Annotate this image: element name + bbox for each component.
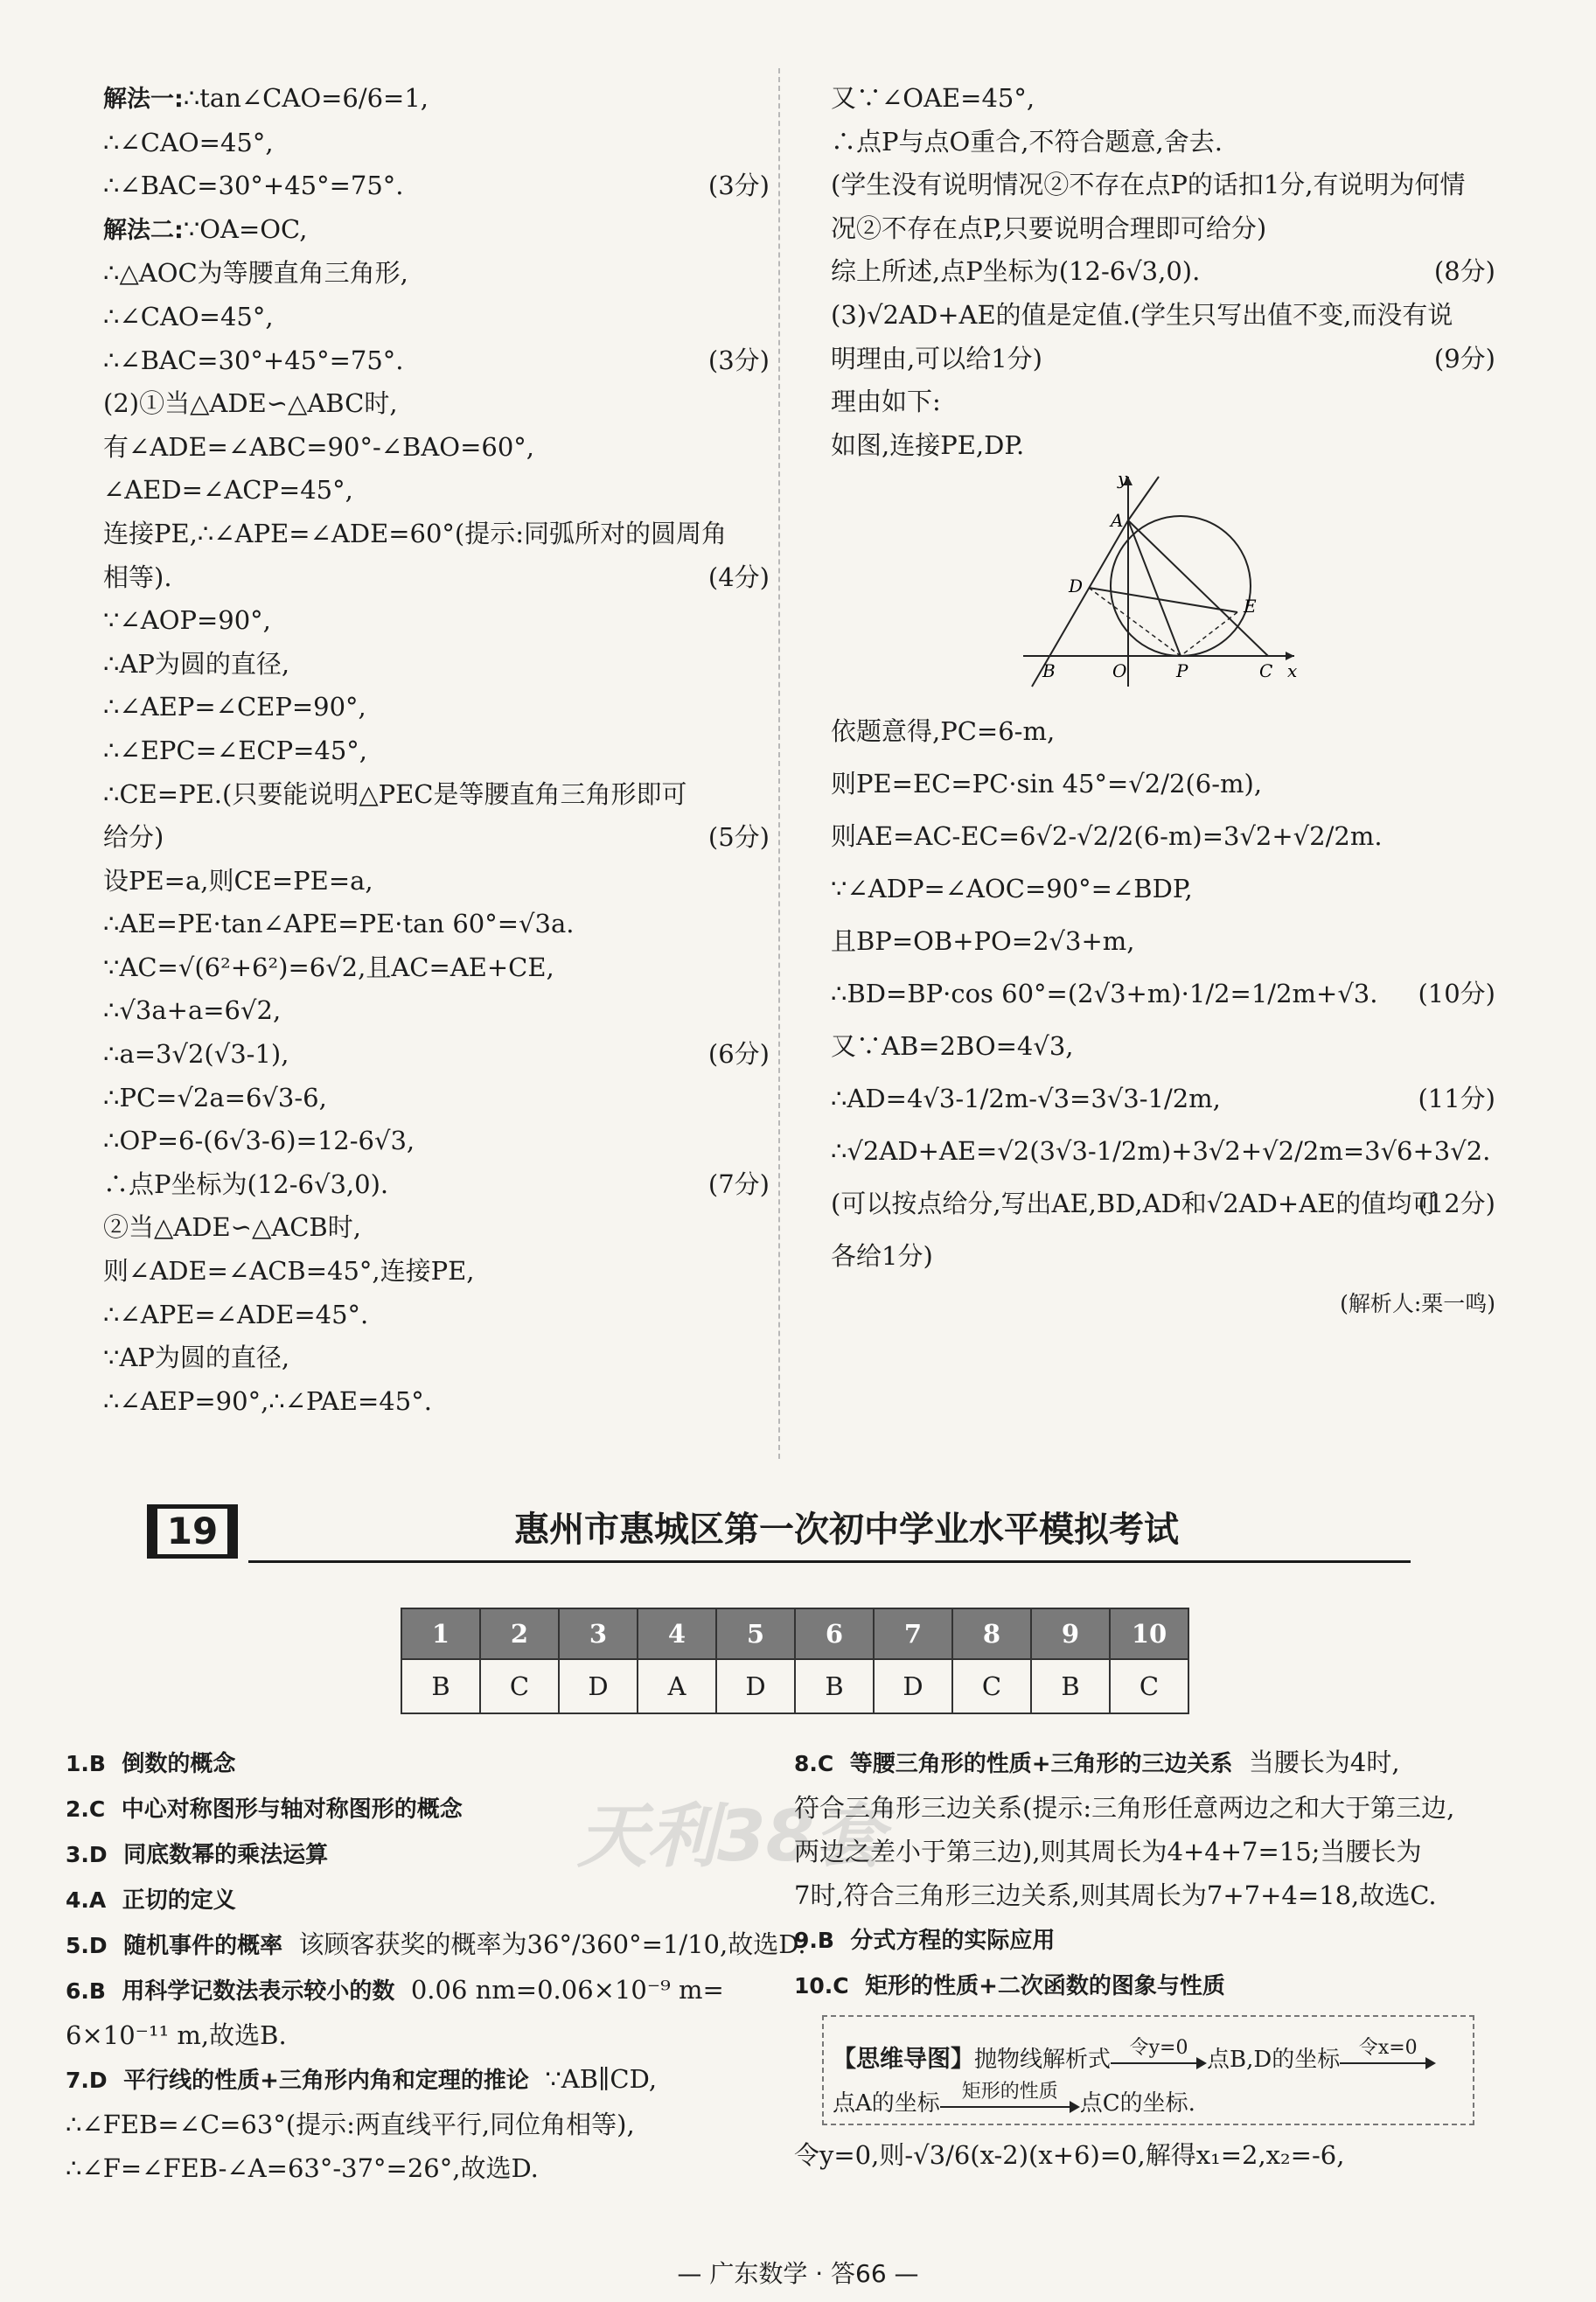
solution-line [103, 903, 770, 946]
score-mark: (3分) [707, 345, 770, 375]
solution-line [103, 252, 770, 296]
solution-line [103, 339, 770, 383]
item-number: 1.B [66, 1751, 106, 1776]
solution-line [831, 77, 1495, 121]
solution-line [103, 513, 770, 556]
page-footer: — 广东数学 · 答66 — [677, 2259, 919, 2288]
answer-number: 7 [874, 1608, 952, 1659]
explanations-right [794, 1740, 1494, 2178]
solution-line [831, 380, 1495, 424]
solution-text: ∴PC=√2a=6√3-6, [103, 1082, 327, 1113]
score-mark: (12分) [1418, 1189, 1495, 1219]
solution-line [103, 208, 770, 253]
solution-text: ∴BD=BP·cos 60°=(2√3+m)·1/2=1/2m+√3. [831, 979, 1378, 1009]
mind-map-node: 点A的坐标 [833, 2090, 940, 2117]
solution-text: 给分) [103, 822, 164, 853]
solution-line [831, 164, 1495, 207]
solution-text: (可以按点给分,写出AE,BD,AD和√2AD+AE的值均可 [831, 1189, 1438, 1219]
explanation-line [66, 1968, 770, 2013]
mind-map [822, 2015, 1474, 2125]
solution-line [103, 686, 770, 729]
circle [1111, 516, 1251, 656]
solution-line [103, 77, 770, 122]
score-mark: (3分) [707, 171, 770, 201]
solution-line [831, 207, 1495, 251]
solution-line [831, 967, 1495, 1020]
answer-number: 1 [401, 1608, 480, 1659]
solution-text: 各给1分) [831, 1241, 933, 1272]
solution-line: 令y=0,则-√3/6(x-2)(x+6)=0,解得x₁=2,x₂=-6, [794, 2140, 1345, 2170]
answer-table [401, 1608, 1189, 1714]
solution-text: ∴∠AEP=∠CEP=90°, [103, 692, 366, 722]
arrow-icon: 令x=0 [1340, 2052, 1436, 2069]
solution-line [103, 296, 770, 339]
section-banner [147, 1504, 1411, 1567]
item-text: ∵AB∥CD, [545, 2064, 658, 2094]
solution-text: ∴√2AD+AE=√2(3√3-1/2m)+3√2+√2/2m=3√6+3√2. [831, 1136, 1491, 1167]
solution-text: ∴AP为圆的直径, [103, 648, 290, 679]
solution-text: ∴△AOC为等腰直角三角形, [103, 258, 408, 289]
solution-text: ∴a=3√2(√3-1), [103, 1039, 289, 1070]
answer-letter: A [638, 1659, 716, 1713]
solution-line [831, 1177, 1495, 1230]
solution-text: 设PE=a,则CE=PE=a, [103, 865, 373, 896]
mind-map-node: 抛物线解析式 [974, 2047, 1112, 2073]
solution-text: 连接PE,∴∠APE=∠ADE=60°(提示:同弧所对的圆周角 [103, 518, 728, 548]
solution-line [103, 1163, 770, 1207]
arrow-icon: 矩形的性质 [940, 2096, 1080, 2113]
solution-text: ∴∠CAO=45°, [103, 301, 274, 331]
line-ap [1128, 520, 1181, 656]
item-number: 5.D [66, 1933, 108, 1958]
solution-line [103, 382, 770, 426]
label-e: E [1244, 596, 1257, 617]
solution-line [831, 121, 1495, 164]
solution-line [103, 643, 770, 687]
solution-line [103, 556, 770, 600]
label-o: O [1112, 660, 1127, 682]
solution-line [103, 729, 770, 773]
item-topic: 中心对称图形与轴对称图形的概念 [121, 1796, 463, 1823]
label-p: P [1176, 660, 1188, 682]
item-text: 6×10⁻¹¹ m,故选B. [66, 2020, 287, 2050]
solution-text: ∴∠AEP=90°,∴∠PAE=45°. [103, 1385, 432, 1416]
answer-letter: B [1031, 1659, 1110, 1713]
item-topic: 倒数的概念 [122, 1751, 236, 1777]
score-mark: (8分) [1433, 256, 1495, 287]
item-text: 7时,符合三角形三边关系,则其周长为7+7+4=18,故选C. [794, 1880, 1437, 1910]
solution-text: 又∵AB=2BO=4√3, [831, 1031, 1074, 1062]
item-text: 当腰长为4时, [1248, 1747, 1400, 1777]
solution-line [103, 1120, 770, 1163]
score-mark: (5分) [707, 822, 770, 853]
explanation-line [66, 1786, 770, 1831]
banner-rule [248, 1560, 1411, 1563]
byline: (解析人:栗一鸣) [1340, 1291, 1495, 1317]
right-column [831, 77, 1495, 1326]
answer-number: 2 [480, 1608, 559, 1659]
answer-letter: B [795, 1659, 874, 1713]
exam-title: 惠州市惠城区第一次初中学业水平模拟考试 [514, 1509, 1179, 1550]
item-topic: 随机事件的概率 [123, 1933, 283, 1959]
answer-letter: D [716, 1659, 795, 1713]
answer-number: 8 [952, 1608, 1031, 1659]
solution-text: ∴点P与点O重合,不符合题意,舍去. [831, 126, 1223, 157]
explanations-left [66, 1740, 806, 2190]
line-ab-ext [1128, 477, 1159, 520]
answer-number: 4 [638, 1608, 716, 1659]
item-number: 10.C [794, 1973, 849, 1999]
solution-text: 有∠ADE=∠ABC=90°-∠BAO=60°, [103, 431, 534, 462]
score-mark: (9分) [1433, 343, 1495, 373]
solution-line [103, 1033, 770, 1077]
arrow-icon: 令y=0 [1111, 2052, 1207, 2069]
explanation-line [794, 1963, 1494, 2008]
solution-text: ∵∠AOP=90°, [103, 605, 271, 636]
solution-line [103, 946, 770, 990]
score-mark: (7分) [707, 1168, 770, 1199]
item-number: 6.B [66, 1978, 106, 2004]
solution-text: 综上所述,点P坐标为(12-6√3,0). [831, 256, 1201, 287]
answer-table-letters [401, 1659, 1188, 1713]
item-number: 9.B [794, 1928, 834, 1953]
label-x: x [1287, 660, 1298, 682]
solution-text: ∴∠BAC=30°+45°=75°. [103, 171, 404, 201]
solution-line [103, 469, 770, 513]
item-text: 符合三角形三边关系(提示:三角形任意两边之和大于第三边, [794, 1793, 1455, 1823]
label-d: D [1069, 576, 1084, 597]
label-a: A [1111, 510, 1124, 532]
answer-letter: C [952, 1659, 1031, 1713]
explanation-line [66, 2013, 770, 2057]
answer-number: 9 [1031, 1608, 1110, 1659]
item-number: 3.D [66, 1842, 108, 1867]
answer-letter: D [874, 1659, 952, 1713]
explanation-line [66, 2146, 770, 2190]
solution-text: ∴∠EPC=∠ECP=45°, [103, 735, 368, 765]
item-topic: 分式方程的实际应用 [850, 1928, 1056, 1954]
solution-text: 况②不存在点P,只要说明合理即可给分) [831, 213, 1267, 243]
item-text: ∴∠F=∠FEB-∠A=63°-37°=26°,故选D. [66, 2153, 539, 2183]
column-divider [778, 68, 780, 1459]
solution-text: ②当△ADE∽△ACB时, [103, 1212, 361, 1243]
item-topic: 用科学记数法表示较小的数 [122, 1978, 395, 2005]
item-text: 两边之差小于第三边),则其周长为4+4+7=15;当腰长为 [794, 1837, 1422, 1866]
solution-text: (3)√2AD+AE的值是定值.(学生只写出值不变,而没有说 [831, 299, 1453, 330]
item-text: ∴∠FEB=∠C=63°(提示:两直线平行,同位角相等), [66, 2110, 635, 2139]
solution-text: ∴点P坐标为(12-6√3,0). [103, 1168, 389, 1199]
item-topic: 同底数幂的乘法运算 [123, 1842, 329, 1868]
solution-text: 解法二:∵OA=OC, [103, 213, 308, 244]
solution-line [831, 294, 1495, 338]
solution-text: ∴∠BAC=30°+45°=75°. [103, 345, 404, 375]
item-number: 8.C [794, 1751, 834, 1776]
item-number: 2.C [66, 1796, 106, 1822]
explanation-line [66, 1922, 806, 1968]
solution-text: ∴∠APE=∠ADE=45°. [103, 1299, 369, 1329]
solution-line [103, 1250, 770, 1294]
solution-text: ∴∠CAO=45°, [103, 127, 274, 157]
solution-line [831, 757, 1495, 810]
solution-line [831, 810, 1495, 862]
score-mark: (6分) [707, 1039, 770, 1070]
geometry-figure [1006, 472, 1303, 700]
answer-letter: D [559, 1659, 638, 1713]
item-number: 4.A [66, 1887, 107, 1913]
solution-text: ∴AE=PE·tan∠APE=PE·tan 60°=√3a. [103, 909, 575, 939]
solution-text: ∴OP=6-(6√3-6)=12-6√3, [103, 1126, 415, 1156]
solution-line [831, 705, 1495, 757]
solution-text: 相等). [103, 562, 172, 592]
solution-line [831, 915, 1495, 967]
solution-line [103, 860, 770, 903]
watermark: 天利38套 [577, 1796, 885, 1877]
x-axis-arrow [1286, 652, 1294, 660]
solution-line [831, 1230, 1495, 1282]
item-number: 7.D [66, 2068, 108, 2093]
answer-letter: C [480, 1659, 559, 1713]
item-topic: 矩形的性质+二次函数的图象与性质 [865, 1973, 1225, 1999]
solution-line [831, 862, 1495, 915]
label-b: B [1042, 660, 1056, 682]
item-text: 0.06 nm=0.06×10⁻⁹ m= [410, 1975, 724, 2005]
answer-number: 3 [559, 1608, 638, 1659]
solution-line [103, 1336, 770, 1380]
solution-line [831, 1020, 1495, 1072]
solution-text: 如图,连接PE,DP. [831, 429, 1025, 460]
solution-line [103, 773, 770, 817]
solution-text: (2)①当△ADE∽△ABC时, [103, 388, 398, 419]
answer-table-numbers [401, 1608, 1188, 1659]
solution-line [103, 1206, 770, 1250]
explanation-line [794, 1873, 1494, 1917]
explanation-line [66, 1831, 770, 1877]
solution-line [831, 1072, 1495, 1125]
item-topic: 平行线的性质+三角形内角和定理的推论 [123, 2068, 529, 2094]
solution-text: ∵∠ADP=∠AOC=90°=∠BDP, [831, 874, 1193, 904]
score-mark: (4分) [707, 562, 770, 592]
label-c: C [1259, 660, 1273, 682]
answer-number: 6 [795, 1608, 874, 1659]
score-mark: (10分) [1418, 979, 1495, 1009]
item-topic: 等腰三角形的性质+三角形的三边关系 [849, 1751, 1233, 1777]
solution-line [103, 599, 770, 643]
mind-map-node: 点C的坐标. [1079, 2090, 1195, 2117]
answer-number: 5 [716, 1608, 795, 1659]
solution-line [103, 122, 770, 165]
mind-map-label: 【思维导图】 [833, 2046, 974, 2073]
explanation-line [66, 1877, 770, 1922]
explanation-line [794, 1740, 1494, 1786]
solution-line [103, 1380, 770, 1424]
solution-line [103, 164, 770, 208]
score-mark: (11分) [1418, 1084, 1495, 1114]
solution-line [831, 424, 1495, 468]
solution-line [831, 338, 1495, 381]
solution-text: ∴AD=4√3-1/2m-√3=3√3-1/2m, [831, 1084, 1221, 1114]
solution-line [831, 1125, 1495, 1177]
solution-text: ∴√3a+a=6√2, [103, 995, 282, 1026]
solution-text: 则∠ADE=∠ACB=45°,连接PE, [103, 1256, 475, 1287]
solution-text: 则AE=AC-EC=6√2-√2/2(6-m)=3√2+√2/2m. [831, 821, 1383, 852]
solution-text: 明理由,可以给1分) [831, 343, 1042, 373]
solution-text: 且BP=OB+PO=2√3+m, [831, 926, 1135, 957]
solution-text: 解法一:∴tan∠CAO=6/6=1, [103, 83, 429, 113]
solution-text: ∵AC=√(6²+6²)=6√2,且AC=AE+CE, [103, 952, 554, 982]
solution-line [103, 1294, 770, 1337]
solution-text: (学生没有说明情况②不存在点P的话扣1分,有说明为何情 [831, 170, 1466, 200]
label-y: y [1118, 472, 1128, 490]
explanation-line [794, 1786, 1494, 1830]
answer-letter: C [1110, 1659, 1188, 1713]
solution-line [103, 1077, 770, 1120]
solution-text: 理由如下: [831, 387, 941, 417]
solution-line [103, 426, 770, 470]
solution-line [831, 250, 1495, 294]
solution-text: ∴CE=PE.(只要能说明△PEC是等腰直角三角形即可 [103, 778, 687, 809]
item-topic: 正切的定义 [122, 1887, 236, 1914]
solution-text: 又∵∠OAE=45°, [831, 83, 1035, 113]
exam-number: 19 [147, 1504, 238, 1559]
explanation-line [66, 2103, 770, 2146]
solution-line [103, 989, 770, 1033]
solution-line [103, 816, 770, 860]
solution-text: 则PE=EC=PC·sin 45°=√2/2(6-m), [831, 769, 1263, 799]
left-column [103, 77, 770, 1423]
item-text: 该顾客获奖的概率为36°/360°=1/10,故选D. [298, 1929, 806, 1959]
explanation-line [794, 1917, 1494, 1963]
mind-map-node: 点B,D的坐标 [1207, 2047, 1341, 2073]
explanation-line [66, 2057, 770, 2103]
solution-text: 依题意得,PC=6-m, [831, 716, 1056, 747]
line-ac [1128, 520, 1268, 656]
solution-text: ∵AP为圆的直径, [103, 1343, 290, 1373]
answer-number: 10 [1110, 1608, 1188, 1659]
solution-text: ∠AED=∠ACP=45°, [103, 475, 353, 506]
answer-letter: B [401, 1659, 480, 1713]
explanation-line [66, 1740, 770, 1786]
explanation-line [794, 1830, 1494, 1873]
